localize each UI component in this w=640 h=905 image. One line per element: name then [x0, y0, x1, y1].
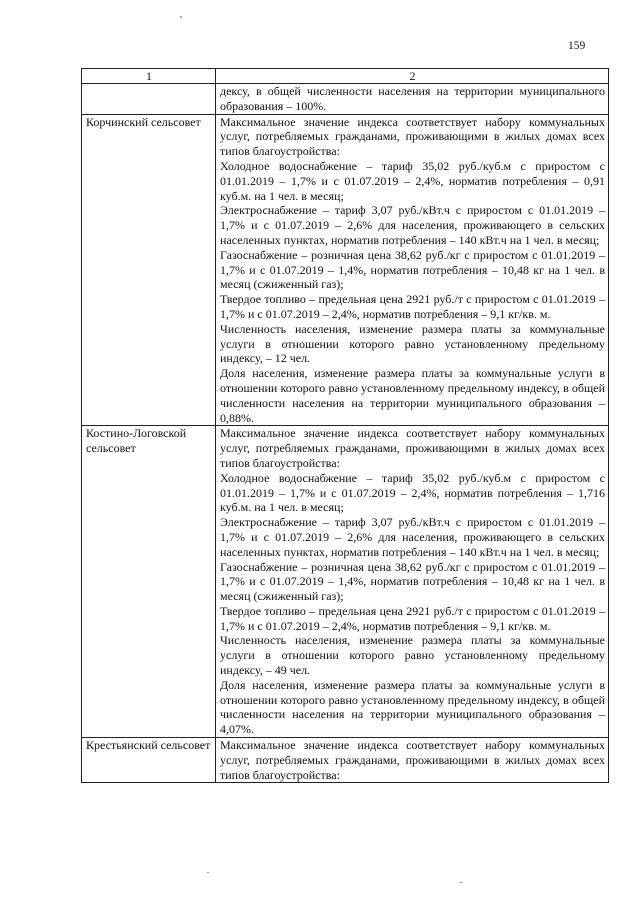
region-description	[216, 114, 609, 426]
description-paragraph: Доля населения, изменение размера платы за коммунальные услуги в отношении которого равно установленному предельному индексу, в общей численности населения на территории муниципального образования – 4,07%.	[220, 677, 605, 737]
description-paragraph: Численность населения, изменение размера платы за коммунальные услуги в отношении которого равно установленному предельному индексу, – 49 чел.	[220, 633, 605, 678]
region-name: Костино-Логовской сельсовет	[82, 426, 216, 738]
description-paragraph: Максимальное значение индекса соответствует набору коммунальных услуг, потребляемых гражданами, проживающими в жилых домах всех типов благоустройства:	[220, 738, 605, 782]
region-name: Крестьянский сельсовет	[82, 738, 216, 783]
continuation-text	[216, 84, 609, 115]
empty-cell	[82, 84, 216, 115]
description-paragraph: Максимальное значение индекса соответствует набору коммунальных услуг, потребляемых гражданами, проживающими в жилых домах всех типов благоустройства:	[220, 426, 605, 470]
continuation-paragraph: дексу, в общей численности населения на территории муниципального образования – 100%.	[220, 84, 605, 113]
table-row	[82, 738, 609, 783]
description-paragraph: Газоснабжение – розничная цена 38,62 руб./кг с приростом с 01.01.2019 – 1,7% и с 01.07.2019 – 1,4%, норматив потребления – 10,48 кг на 1 чел. в месяц (сжиженный газ);	[220, 559, 605, 604]
description-paragraph: Холодное водоснабжение – тариф 35,02 руб./куб.м с приростом с 01.01.2019 – 1,7% и с 01.07.2019 – 2,4%, норматив потребления – 0,91 куб.м. на 1 чел. в месяц;	[220, 158, 605, 203]
table-row-continuation	[82, 84, 609, 115]
description-paragraph: Численность населения, изменение размера платы за коммунальные услуги в отношении которого равно установленному предельному индексу, – 12 чел.	[220, 321, 605, 366]
column-header-2: 2	[216, 69, 609, 84]
table-header-row	[82, 69, 609, 84]
scan-speck	[207, 872, 209, 873]
table-row	[82, 426, 609, 738]
scan-speck	[180, 16, 182, 18]
table-row	[82, 114, 609, 426]
description-paragraph: Электроснабжение – тариф 3,07 руб./кВт.ч с приростом с 01.01.2019 – 1,7% и с 01.07.2019 – 2,6% для населения, проживающего в сельских населенных пунктах, норматив потребления – 140 кВт.ч на 1 чел. в месяц;	[220, 515, 605, 559]
description-paragraph: Максимальное значение индекса соответствует набору коммунальных услуг, потребляемых гражданами, проживающими в жилых домах всех типов благоустройства:	[220, 114, 605, 159]
description-paragraph: Твердое топливо – предельная цена 2921 руб./т с приростом с 01.01.2019 – 1,7% и с 01.07.2019 – 2,4%, норматив потребления – 9,1 кг/кв. м.	[220, 603, 605, 633]
description-paragraph: Твердое топливо – предельная цена 2921 руб./т с приростом с 01.01.2019 – 1,7% и с 01.07.2019 – 2,4%, норматив потребления – 9,1 кг/кв. м.	[220, 292, 605, 321]
tariff-table	[81, 68, 609, 783]
column-header-1: 1	[82, 69, 216, 84]
scan-speck	[460, 882, 463, 883]
region-description	[216, 738, 609, 783]
page-number: 159	[568, 40, 586, 52]
description-paragraph: Газоснабжение – розничная цена 38,62 руб./кг с приростом с 01.01.2019 – 1,7% и с 01.07.2019 – 1,4%, норматив потребления – 10,48 кг на 1 чел. в месяц (сжиженный газ);	[220, 247, 605, 292]
description-paragraph: Электроснабжение – тариф 3,07 руб./кВт.ч с приростом с 01.01.2019 – 1,7% и с 01.07.2019 – 2,6% для населения, проживающего в сельских населенных пунктах, норматив потребления – 140 кВт.ч на 1 чел. в месяц;	[220, 203, 605, 247]
region-name: Корчинский сельсовет	[82, 114, 216, 426]
region-description	[216, 426, 609, 738]
description-paragraph: Доля населения, изменение размера платы за коммунальные услуги в отношении которого равно установленному предельному индексу, в общей численности населения на территории муниципального образования – 0,88%.	[220, 366, 605, 425]
description-paragraph: Холодное водоснабжение – тариф 35,02 руб./куб.м с приростом с 01.01.2019 – 1,7% и с 01.07.2019 – 2,4%, норматив потребления – 1,716 куб.м. на 1 чел. в месяц;	[220, 470, 605, 515]
